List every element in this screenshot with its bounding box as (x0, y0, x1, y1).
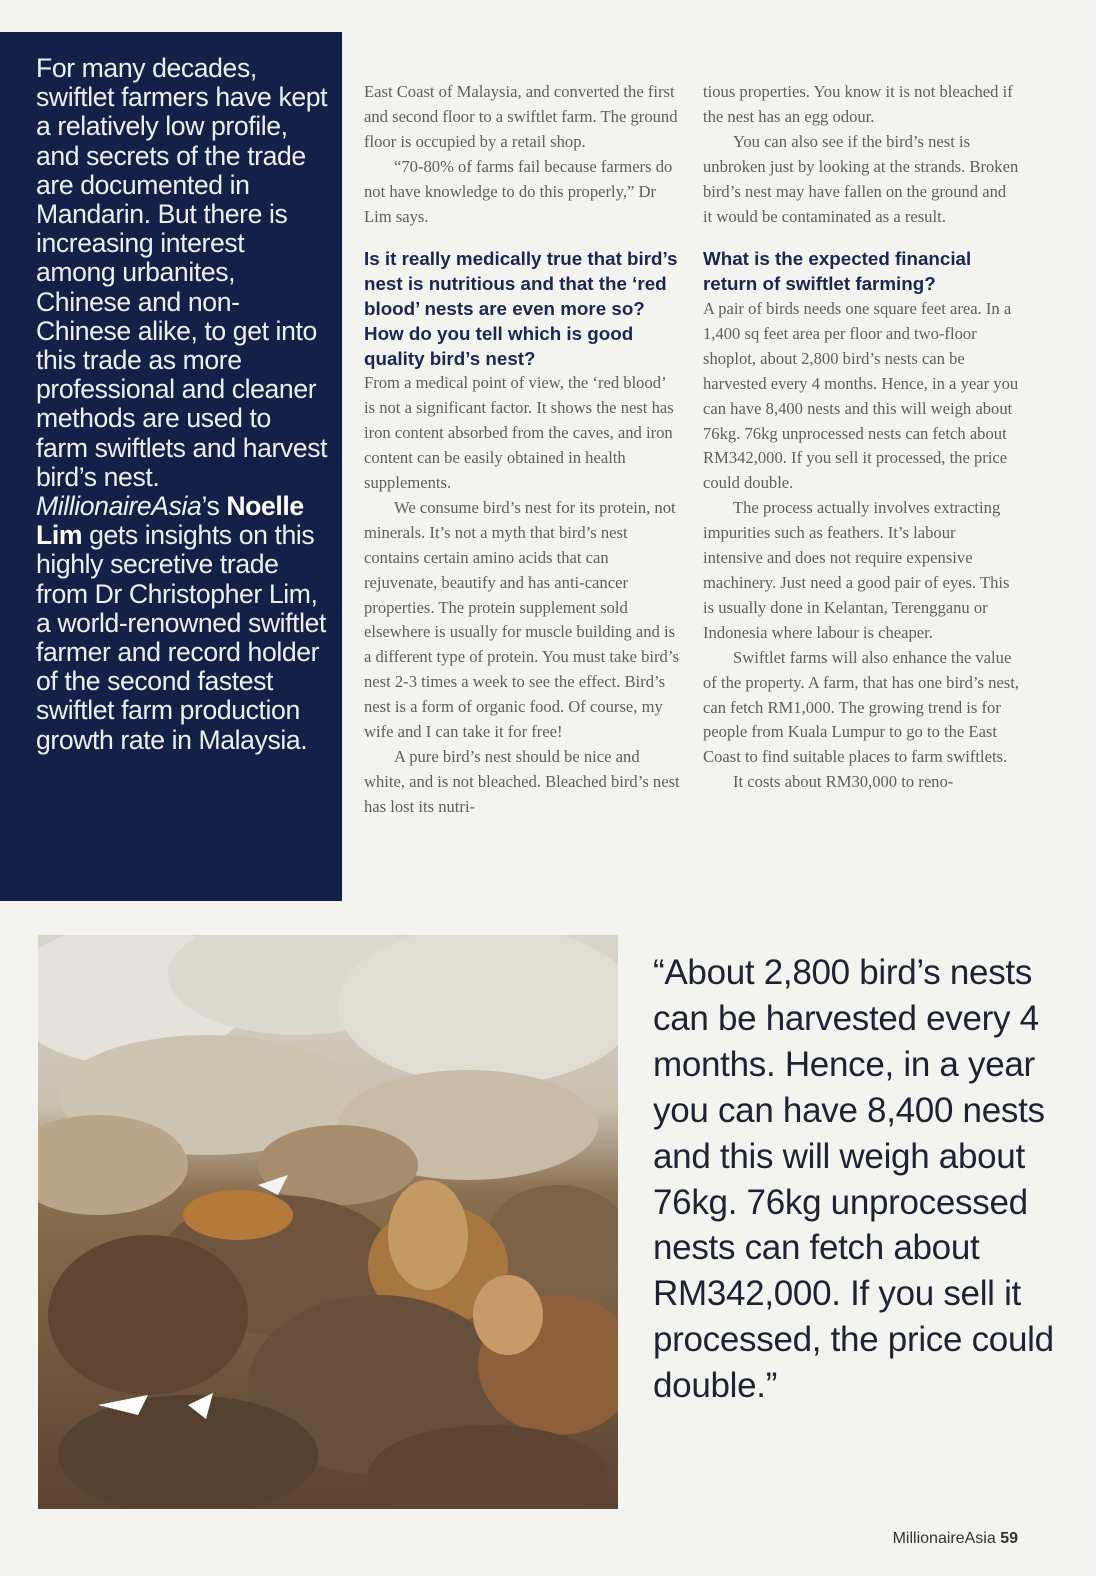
intro-text-end: gets insights on this highly secretive trade from Dr Christopher Lim, a world-renowned swiftlet farmer and record holder of the second fastest swiftlet farm production growth rate in Malaysia. (36, 520, 327, 755)
question-heading: Is it really medically true that bird’s nest is nutritious and that the ‘red blood’ nests are even more so? How do you tell which is good quality bird’s nest? (364, 248, 678, 369)
page-number: 59 (1000, 1530, 1018, 1547)
paragraph: Swiftlet farms will also enhance the value of the property. A farm, that has one bird’s nest, can fetch RM1,000. The growing trend is for people from Kuala Lumpur to go to the East Coast to find suitable places to farm swiftlets. (703, 647, 1019, 767)
intro-text-start: For many decades, swiftlet farmers have kept a relatively low profile, and secrets of the trade are documented in Mandarin. But there is increasing interest among urbanites, Chinese and non-Chinese alike, to get into this trade as more professional and cleaner methods are used to farm swiftlets and harvest bird’s nest. (36, 53, 328, 492)
paragraph: We consume bird’s nest for its protein, not minerals. It’s not a myth that bird’s nest contains certain amino acids that can rejuvenate, beautify and has anti-cancer properties. The protein supplement sold elsewhere is usually for muscle building and is a different type of protein. You must take bird’s nest 2-3 times a week to see the effect. Bird’s nest is a form of organic food. Of course, my wife and I can take it for free! (364, 497, 679, 742)
question-heading: What is the expected financial return of swiftlet farming? (703, 248, 972, 295)
publication-name: MillionaireAsia (36, 491, 202, 522)
paragraph: You can also see if the bird’s nest is unbroken just by looking at the strands. Broken bird’s nest may have fallen on the ground and it would be contaminated as a result. (703, 131, 1019, 226)
birds-nest-photo (38, 935, 618, 1509)
magazine-name: MillionaireAsia (892, 1530, 996, 1547)
paragraph: It costs about RM30,000 to reno- (733, 772, 954, 792)
author-name: Noelle Lim (36, 491, 304, 551)
birds-nest-illustration (38, 935, 618, 1509)
paragraph: tious properties. You know it is not bleached if the nest has an egg odour. (703, 82, 1013, 126)
folio (893, 1530, 1018, 1548)
paragraph: A pair of birds needs one square feet area. In a 1,400 sq feet area per floor and two-floor shoplot, about 2,800 bird’s nests can be harvested every 4 months. Hence, in a year you can have 8,400 nests and this will weigh about 76kg. 76kg unprocessed nests can fetch about RM342,000. If you sell it processed, the price could double. (703, 299, 1019, 493)
paragraph: “70-80% of farms fail because farmers do not have knowledge to do this properly,” Dr Lim says. (364, 156, 673, 226)
intro-possessive: ’s (201, 491, 227, 522)
paragraph: From a medical point of view, the ‘red blood’ is not a significant factor. It shows the nest has iron content absorbed from the caves, and iron content can be easily obtained in health supplements. (364, 373, 674, 493)
paragraph: East Coast of Malaysia, and converted the first and second floor to a swiftlet farm. The ground floor is occupied by a retail shop. (364, 82, 678, 151)
intro-box (0, 32, 342, 901)
paragraph: A pure bird’s nest should be nice and white, and is not bleached. Bleached bird’s nest has lost its nutri- (364, 747, 680, 816)
article-column-middle (364, 80, 680, 820)
pull-quote: “About 2,800 bird’s nests can be harvested every 4 months. Hence, in a year you can have 8,400 nests and this will weigh about 76kg. 76kg unprocessed nests can fetch about RM342,000. If you sell it processed, the price could double.” (653, 953, 1054, 1406)
article-column-right (703, 80, 1019, 795)
intro-text (36, 54, 328, 755)
paragraph: The process actually involves extracting impurities such as feathers. It’s labour intensive and does not require expensive machinery. Just need a good pair of eyes. This is usually done in Kelantan, Terengganu or Indonesia where labour is cheaper. (703, 498, 1010, 642)
